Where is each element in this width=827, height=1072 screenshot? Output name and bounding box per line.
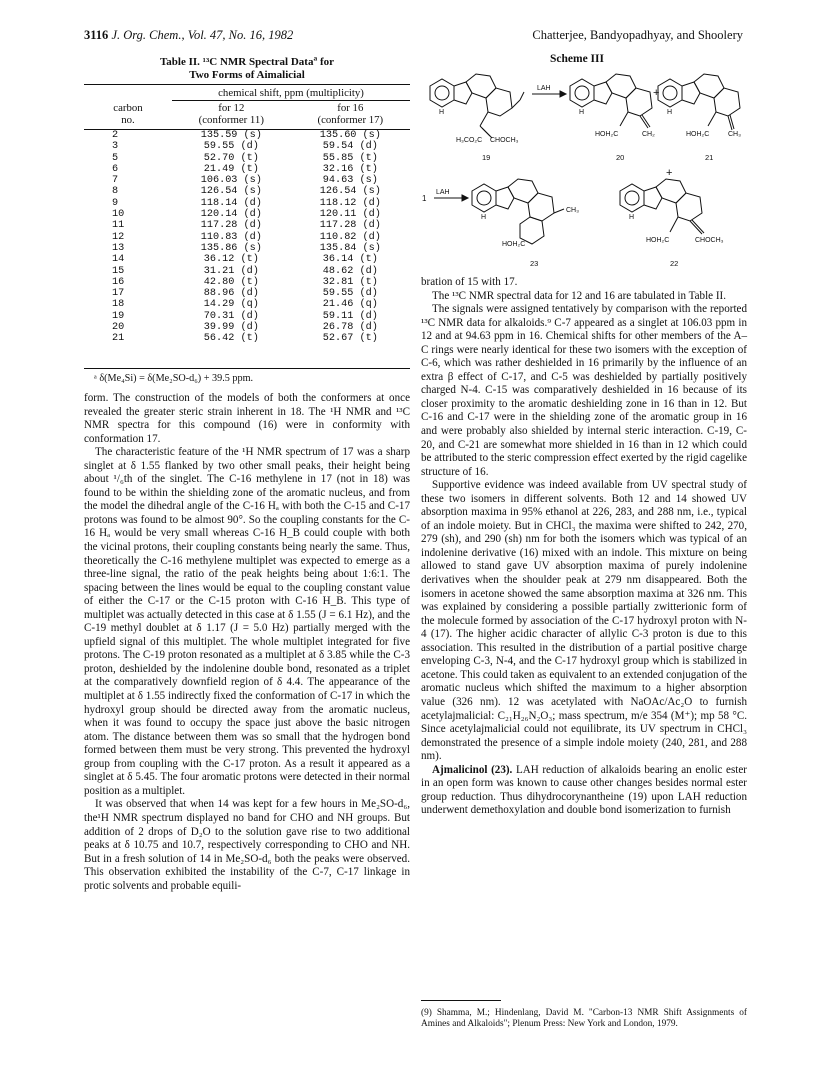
shift-16-cell: 32.16 (t)	[322, 163, 378, 175]
shift-12-cell: 39.99 (d)	[203, 322, 259, 334]
compound-number-19: 19	[482, 153, 491, 162]
shift-12-cell: 36.12 (t)	[203, 254, 259, 266]
shift-12-cell: 42.80 (t)	[203, 276, 259, 288]
scheme-title: Scheme III	[550, 53, 604, 65]
carbon-number-cell: 8	[112, 186, 119, 198]
svg-text:H: H	[579, 109, 585, 116]
table-group-header-row	[84, 86, 410, 101]
paragraph: Ajmalicinol (23). LAH reduction of alkaloids bearing an enolic ester in an open form was known to cause other changes besides normal ester group reduction. Thus dihydrocorynantheine (19) upon LAH reduction underwent demethoxylation and double bond isomerization to furnish	[421, 763, 747, 817]
shift-12-cell: 31.21 (d)	[203, 265, 259, 277]
section-heading-ajmalicinol: Ajmalicinol (23).	[432, 763, 513, 776]
table-row	[84, 232, 410, 243]
shift-16-cell: 126.54 (s)	[319, 186, 381, 198]
shift-16-cell: 120.11 (d)	[319, 209, 381, 221]
shift-16-cell: 135.60 (s)	[319, 130, 381, 141]
shift-12-cell: 56.42 (t)	[203, 333, 259, 345]
journal-citation: J. Org. Chem., Vol. 47, No. 16, 1982	[111, 28, 294, 42]
shift-16-cell: 59.54 (d)	[322, 141, 378, 153]
carbon-number-cell: 7	[112, 175, 119, 187]
compound-number-23: 23	[530, 259, 539, 268]
table-caption: Table II. ¹³C NMR Spectral Data$^a$ for Two Forms of Aimalicial	[159, 53, 334, 81]
paragraph: The signals were assigned tentatively by comparison with the reported ¹³C NMR data for alkaloids.⁹ C-7 appeared as a singlet at 106.03 ppm in 12 and at 94.63 ppm in 16. Chemical shifts for other members of the A–C rings were nearly identical for these two isomers with the exception of C-6, which was rather deshielded in 16 primarily by the influence of an extra β effect of C-17, and C-5 was deshielded by partially positively charged N-4. C-15 was comparatively deshielded in 16 because of its closer proximity to the aromatic deshielding zone in 16 than in 12. But C-16 and C-17 were in the shielding zone of the aromatic group in 16 and were probably also shielded by internal steric interaction. C-19, C-20, and C-21 are somewhat more shielded in 16 than in 12 which could be attributed to the steric compression effect exerted by the rigid cagelike structure of 16.	[421, 303, 748, 478]
running-header-authors: Chatterjee, Bandyopadhyay, and Shoolery	[532, 28, 743, 42]
shift-16-cell: 110.82 (d)	[319, 231, 381, 243]
shift-12-cell: 118.14 (d)	[200, 197, 262, 209]
shift-12-cell: 135.86 (s)	[200, 242, 262, 254]
structure-23	[472, 179, 564, 244]
svg-text:H: H	[667, 109, 673, 116]
paragraph: form. The construction of the models of both the conformers at once revealed the greater steric strain inherent in 18. The ¹H NMR and ¹³C NMR spectra for this compound (16) were in conformity with conformation 17.	[84, 392, 410, 445]
shift-12-cell: 88.96 (d)	[203, 288, 259, 300]
compound-number-21: 21	[705, 153, 714, 162]
shift-12-cell: 59.55 (d)	[203, 141, 259, 153]
table-body	[84, 130, 410, 345]
shift-16-cell: 21.46 (q)	[322, 299, 378, 311]
shift-16-cell: 32.81 (t)	[322, 276, 378, 288]
paragraph: The ¹³C NMR spectral data for 12 and 16 are tabulated in Table II.	[432, 289, 727, 302]
reagent-lah-top: LAH	[537, 85, 551, 92]
shift-16-cell: 59.55 (d)	[322, 288, 378, 300]
left-column-text	[84, 392, 410, 893]
table-row	[84, 299, 410, 310]
col-header-carbon: carbon no.	[113, 101, 143, 126]
carbon-number-cell: 11	[112, 220, 125, 232]
shift-16-cell: 94.63 (s)	[322, 175, 378, 187]
table-row	[84, 209, 410, 220]
table-row	[84, 220, 410, 231]
page-number: 3116	[84, 28, 109, 42]
table-row	[84, 254, 410, 265]
table-row	[84, 153, 410, 164]
carbon-number-cell: 20	[112, 322, 125, 334]
shift-12-cell: 52.70 (t)	[203, 152, 259, 164]
table-row	[84, 175, 410, 186]
shift-16-cell: 26.78 (d)	[322, 322, 378, 334]
table-column-header-row	[84, 101, 410, 128]
carbon-number-cell: 9	[112, 197, 119, 209]
shift-12-cell: 126.54 (s)	[200, 186, 262, 198]
paragraph: It was observed that when 14 was kept for a few hours in Me₂SO-d₆, the¹H NMR spectrum displayed no band for CHO and NH groups. But addition of 2 drops of D₂O to the solution gave rise to two additional peaks at δ 10.75 and 10.7, respectively corresponding to CHO and NH. But in a fresh solution of 14 in Me₂SO-d₆ both the peaks were observed. This observation exhibited the instability of the C-7, C-17 linkage in protic solvents and probable equili-	[84, 798, 410, 892]
table-row	[84, 130, 410, 142]
right-column-text	[421, 276, 747, 818]
table-row	[84, 141, 410, 152]
carbon-number-cell: 6	[112, 163, 119, 175]
paragraph: Supportive evidence was indeed available from UV spectral study of these two isomers in different solvents. Both 12 and 14 showed UV absorption maxima in 95% ethanol at 226, 283, and 288 nm, i.e., typical of an indole moiety. But in CHCl₃ the maxima were shifted to 242, 270, 279 (sh), and 290 (sh) nm for both the isomers which was typical of an indolenine derivative (16) mixed with an indole. This mixture on being allowed to stand gave UV absorption maxima of purely indolenine derivatives when the shoulder peak at 279 nm disappeared. Both the isomers in acetone showed the same absorption maxima at 326 nm. This was explained by considering a possible partially zwitterionic form of the molecule formed by association of the C-17 hydroxyl proton with N-4 (17). The higher acidic character of allylic C-3 proton is due to this association. This resulted in the distribution of a partial positive charge enveloping C-3, N-4, and the C-17 hydroxyl group which is stabilized in acetone. This could taken as equivalent to an extended conjugation of the aromatic nucleus which shifted the maximum to a higher absorption value (326 nm). 12 was acetylated with NaOAc/Ac₂O to furnish acetylajmalicial: C₂₁H₂₆N₂O₃; mass spectrum, m/e 354 (M⁺); mp 58 °C. Since acetylajmalicial could not equilibrate, its UV spectrum in CHCl₃ demonstrated the presence of a simple indole moiety (240, 281, and 288 nm).	[421, 479, 747, 763]
table-group-header: chemical shift, ppm (multiplicity)	[172, 86, 410, 101]
sub-19-ester: H₃CO₂C	[456, 137, 483, 144]
sub-20-methylene: CH₂	[642, 131, 655, 138]
sub-22-vinyl: CHOCH₃	[695, 237, 724, 244]
table-row	[84, 243, 410, 254]
structure-19	[430, 74, 524, 138]
structure-20	[570, 74, 652, 128]
sub-23-hydroxymethyl: HOH₂C	[502, 241, 526, 248]
carbon-number-cell: 14	[112, 254, 125, 266]
nmr-table	[84, 86, 410, 345]
carbon-number-cell: 13	[112, 242, 125, 254]
shift-12-cell: 21.49 (t)	[203, 163, 259, 175]
table-row	[84, 311, 410, 322]
paragraph: bration of 15 with 17.	[421, 276, 518, 288]
shift-12-cell: 110.83 (d)	[200, 231, 262, 243]
sub-23-methyl: CH₃	[566, 207, 579, 214]
shift-12-cell: 14.29 (q)	[203, 299, 259, 311]
carbon-number-cell: 5	[112, 152, 119, 164]
carbon-number-cell: 19	[112, 310, 125, 322]
table-row	[84, 198, 410, 209]
table-row	[84, 164, 410, 175]
shift-16-cell: 135.84 (s)	[319, 242, 381, 254]
svg-text:H: H	[439, 109, 445, 116]
sub-21-methyl: CH₃	[728, 131, 741, 138]
structure-22	[620, 179, 704, 234]
footnote-rule	[421, 1000, 501, 1001]
plus-sign-2: +	[666, 167, 673, 179]
table-row	[84, 322, 410, 333]
shift-12-cell: 117.28 (d)	[200, 220, 262, 232]
compound-number-20: 20	[616, 153, 625, 162]
table-row	[84, 277, 410, 288]
table-bottom-rule	[84, 368, 410, 369]
carbon-number-cell: 17	[112, 288, 125, 300]
paragraph: The characteristic feature of the ¹H NMR spectrum of 17 was a sharp singlet at δ 1.55 flanked by two other small peaks, their height being about ¹/₆th of the singlet. The C-16 methylene in 17 (not in 18) was found to be within the shielding zone of the aromatic nucleus, and from the model the dihedral angle of the C-16 Hₐ with both the C-15 and C-17 protons was found to be almost 90°. So the coupling constants for the C-16 Hₐ would be very small whereas C-16 H_B could couple with both the vicinal protons, their coupling constants being nearly the same. Thus, theoretically the C-16 methylene multiplet was expected to emerge as a three-line signal, the ratio of the peak heights being about 1:6:1. The spacing between the lines would be equal to the coupling constant value of either the C-17 or the C-15 proton with C-16 H_B. This type of multiplet was actually detected in this case at δ 1.55 (J = 6.1 Hz), and the C-19 methyl doublet at δ 1.17 (J = 5.0 Hz) partially merged with the upfield signal of this multiplet. The whole multiplet integrated for five protons. The C-19 proton resonated as a multiplet at δ 3.85 while the C-3 proton, deshielded by the indolenine double bond, resonated as a triplet at the comparatively downfield region of δ 4.4. The appearance of the multiplet at δ 1.55 indirectly fixed the conformation of C-17 in which the hydroxyl group should be directed away from the aromatic nucleus, when it was found to occupy the space just above the basic nitrogen atom. The distance between them was so small that the hydrogen bond formed between them must be very strong. This prevented the hydroxyl group from coupling with the C-17 proton. As a result it appeared as a singlet at δ 5.45. The four aromatic protons were detected in their normal position as a multiplet.	[84, 446, 410, 797]
shift-12-cell: 135.59 (s)	[200, 130, 262, 141]
table-row	[84, 266, 410, 277]
table-row	[84, 186, 410, 197]
shift-16-cell: 59.11 (d)	[322, 310, 378, 322]
sub-19-vinyl: CHOCH₃	[490, 137, 519, 144]
running-header-left	[84, 28, 293, 43]
carbon-number-cell: 21	[112, 333, 125, 345]
sub-22-hydroxymethyl: HOH₂C	[646, 237, 670, 244]
sub-21-hydroxymethyl: HOH₂C	[686, 131, 710, 138]
shift-16-cell: 55.85 (t)	[322, 152, 378, 164]
carbon-number-cell: 12	[112, 231, 125, 243]
shift-16-cell: 118.12 (d)	[319, 197, 381, 209]
shift-16-cell: 36.14 (t)	[322, 254, 378, 266]
plus-sign-1: +	[653, 87, 660, 99]
col-header-12: for 12 (conformer 11)	[198, 102, 264, 126]
reagent-lah-bottom: LAH	[436, 189, 450, 196]
svg-text:H: H	[481, 214, 487, 221]
table-row	[84, 333, 410, 344]
shift-12-cell: 106.03 (s)	[200, 175, 262, 187]
svg-text:H: H	[629, 214, 635, 221]
shift-16-cell: 117.28 (d)	[319, 220, 381, 232]
carbon-number-cell: 18	[112, 299, 125, 311]
sub-20-hydroxymethyl: HOH₂C	[595, 131, 619, 138]
table-row	[84, 288, 410, 299]
structure-21	[658, 74, 740, 130]
scheme-iii-structures	[420, 66, 750, 276]
carbon-number-cell: 3	[112, 141, 119, 153]
shift-16-cell: 52.67 (t)	[322, 333, 378, 345]
start-compound-1: 1	[422, 194, 427, 203]
reference-9: (9) Shamma, M.; Hindenlang, David M. "Carbon-13 NMR Shift Assignments of Amines and Alkaloids"; Plenum Press: New York and London, 1979.	[421, 1008, 747, 1029]
table-top-rule	[84, 84, 410, 85]
shift-12-cell: 70.31 (d)	[203, 310, 259, 322]
shift-16-cell: 48.62 (d)	[322, 265, 378, 277]
carbon-number-cell: 10	[112, 209, 125, 221]
carbon-number-cell: 15	[112, 265, 125, 277]
col-header-16: for 16 (conformer 17)	[317, 102, 384, 126]
carbon-number-cell: 2	[112, 130, 119, 141]
table-footnote: ᵃ δ(Me₄Si) = δ(Me₂SO-d₆) + 39.5 ppm.	[94, 373, 254, 384]
carbon-number-cell: 16	[112, 276, 125, 288]
compound-number-22: 22	[670, 259, 679, 268]
shift-12-cell: 120.14 (d)	[200, 209, 262, 221]
